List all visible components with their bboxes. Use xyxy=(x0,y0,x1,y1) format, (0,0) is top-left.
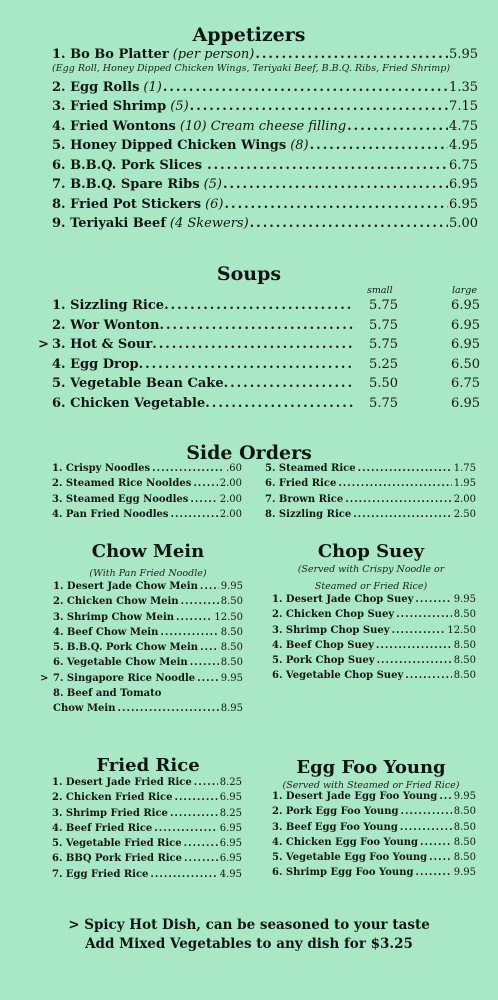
dot-leader xyxy=(164,298,354,313)
item-price: 4.95 xyxy=(219,868,242,880)
dot-leader xyxy=(200,581,219,592)
dot-leader xyxy=(338,478,451,489)
item-qualifier: (8) xyxy=(290,138,309,153)
menu-item xyxy=(40,673,243,688)
item-name: 6. Shrimp Egg Foo Young xyxy=(272,867,414,879)
menu-item xyxy=(52,838,242,853)
price-small: 5.75 xyxy=(369,317,398,333)
item-price: 5.00 xyxy=(449,216,478,231)
dot-leader xyxy=(152,463,224,474)
platter-note: (Egg Roll, Honey Dipped Chicken Wings, Teriyaki Beef, B.B.Q. Ribs, Fried Shrimp) xyxy=(52,62,451,74)
item-qualifier: (5) xyxy=(170,99,189,114)
menu-item xyxy=(272,837,476,852)
menu-item xyxy=(272,806,476,821)
menu-item xyxy=(40,596,243,611)
fried-rice-list xyxy=(52,777,242,884)
menu-item xyxy=(38,396,480,416)
item-name: 3. Shrimp Chop Suey xyxy=(272,624,390,636)
item-name: 7. Singapore Rice Noodle xyxy=(53,672,196,684)
item-name: 5. Vegetable Egg Foo Young xyxy=(272,852,428,864)
item-price: 6.95 xyxy=(219,822,242,834)
item-name: 6. Vegetable Chop Suey xyxy=(272,670,404,682)
spicy-marker: > xyxy=(40,672,49,684)
item-qualifier: (4 Skewers) xyxy=(169,216,249,231)
item-name: 3. Hot & Sour xyxy=(52,337,153,353)
dot-leader xyxy=(250,216,448,231)
dot-leader xyxy=(376,640,452,651)
chop-suey-title: Chop Suey xyxy=(317,541,425,562)
item-name: 2. Egg Rolls xyxy=(52,79,140,95)
item-price: 2.00 xyxy=(453,493,476,505)
dot-leader xyxy=(139,357,354,372)
dot-leader xyxy=(150,869,217,880)
item-price: 2.00 xyxy=(219,493,242,505)
dot-leader xyxy=(224,376,354,391)
item-name: 6. BBQ Pork Fried Rice xyxy=(52,853,183,865)
dot-leader xyxy=(190,657,219,668)
item-price: 9.95 xyxy=(220,581,243,592)
side-orders-title: Side Orders xyxy=(186,442,312,464)
menu-item xyxy=(52,792,242,807)
menu-item xyxy=(38,298,480,318)
dot-leader xyxy=(396,609,452,620)
chow-mein-note: (With Pan Fried Noodle) xyxy=(89,568,207,579)
menu-item xyxy=(52,509,242,524)
side-orders-left xyxy=(52,463,242,524)
item-name: 3. Shrimp Fried Rice xyxy=(52,807,168,819)
item-price: 4.95 xyxy=(449,138,478,153)
item-price: 8.95 xyxy=(220,703,243,715)
dot-leader xyxy=(200,642,219,653)
item-qualifier: (per person) xyxy=(172,47,255,62)
item-price: .60 xyxy=(226,463,242,474)
menu-item xyxy=(52,177,478,197)
menu-item xyxy=(272,594,476,609)
dot-leader xyxy=(190,99,448,114)
item-name: 4. Beef Fried Rice xyxy=(52,822,153,834)
dot-leader xyxy=(176,612,212,623)
item-name: 5. B.B.Q. Pork Chow Mein xyxy=(53,642,199,654)
menu-item xyxy=(272,625,476,640)
item-name: 7. Brown Rice xyxy=(265,493,344,505)
item-name: 1. Desert Jade Egg Foo Young xyxy=(272,791,438,802)
dot-leader xyxy=(400,822,452,833)
menu-item xyxy=(52,823,242,838)
dot-leader xyxy=(225,197,449,212)
item-price: 6.75 xyxy=(449,157,478,173)
item-price: 8.50 xyxy=(220,642,243,654)
item-price: 8.50 xyxy=(220,657,243,669)
dot-leader xyxy=(420,837,452,848)
menu-item xyxy=(40,657,243,672)
egg-foo-young-list xyxy=(272,791,476,883)
item-price: 2.00 xyxy=(219,478,242,490)
item-price: 7.15 xyxy=(449,99,478,114)
item-name: 5. Pork Chop Suey xyxy=(272,655,375,667)
item-name: 8. Sizzling Rice xyxy=(265,508,352,520)
menu-item xyxy=(265,494,476,509)
dot-leader xyxy=(118,703,219,714)
item-price: 8.50 xyxy=(453,639,476,651)
item-price: 8.50 xyxy=(220,626,243,638)
dot-leader xyxy=(194,777,218,788)
item-price: 8.50 xyxy=(453,836,476,848)
item-name: 1. Desert Jade Fried Rice xyxy=(52,777,192,788)
item-price: 2.50 xyxy=(453,508,476,520)
item-name: 4. Egg Drop xyxy=(52,356,139,372)
dot-leader xyxy=(207,158,448,173)
dot-leader xyxy=(392,625,446,636)
menu-item xyxy=(272,867,476,882)
item-price: 1.35 xyxy=(449,79,478,95)
menu-item xyxy=(52,494,242,509)
dot-leader xyxy=(310,138,448,153)
menu-item xyxy=(52,777,242,792)
item-qualifier: (1) xyxy=(143,79,162,95)
dot-leader xyxy=(152,337,354,352)
menu-item xyxy=(272,852,476,867)
item-price: 6.95 xyxy=(449,177,478,192)
item-name: 1. Desert Jade Chop Suey xyxy=(272,594,414,605)
menu-item xyxy=(272,670,476,685)
menu-item xyxy=(38,318,480,338)
spicy-footnote: > Spicy Hot Dish, can be seasoned to your taste xyxy=(68,917,430,933)
dot-leader xyxy=(184,853,218,864)
item-price: 6.95 xyxy=(219,853,242,865)
item-name: 1. Desert Jade Chow Mein xyxy=(53,581,198,592)
item-name: 3. Beef Egg Foo Young xyxy=(272,821,398,833)
dot-leader xyxy=(353,509,452,520)
item-name: 2. Chicken Chow Mein xyxy=(53,596,179,608)
dot-leader xyxy=(345,494,452,505)
menu-item xyxy=(40,642,243,657)
item-name: 3. Steamed Egg Noodles xyxy=(52,493,189,505)
mixed-vegetables-note: Add Mixed Vegetables to any dish for $3.25 xyxy=(85,936,413,952)
price-small: 5.50 xyxy=(369,376,398,392)
dot-leader xyxy=(358,463,452,474)
item-price: 9.95 xyxy=(453,594,476,605)
item-price: 2.00 xyxy=(219,508,242,520)
dot-leader xyxy=(223,177,448,192)
item-name: 4. Pan Fried Noodles xyxy=(52,508,169,520)
menu-item xyxy=(52,197,478,217)
item-price: 9.95 xyxy=(453,867,476,879)
menu-item xyxy=(40,627,243,642)
item-price: 6.95 xyxy=(219,792,242,804)
soups-col-large: large xyxy=(452,285,477,296)
appetizers-list xyxy=(52,47,478,236)
item-name: 6. Vegetable Chow Mein xyxy=(53,657,188,669)
item-name: 6. Fried Rice xyxy=(265,478,337,490)
item-name: 4. Beef Chop Suey xyxy=(272,639,374,651)
menu-item xyxy=(40,703,243,718)
item-name: 2. Pork Egg Foo Young xyxy=(272,806,399,818)
item-name: 8. Beef and Tomato xyxy=(53,688,162,700)
item-name: 7. Egg Fried Rice xyxy=(52,868,149,880)
menu-item xyxy=(52,138,478,158)
price-large: 6.95 xyxy=(451,298,480,313)
item-name: 7. B.B.Q. Spare Ribs xyxy=(52,177,200,192)
dot-leader xyxy=(171,509,218,520)
egg-foo-young-title: Egg Foo Young xyxy=(296,757,446,778)
item-price: 1.95 xyxy=(453,478,476,490)
item-name: 9. Teriyaki Beef xyxy=(52,216,166,231)
chop-suey-list xyxy=(272,594,476,686)
price-large: 6.95 xyxy=(451,317,480,333)
menu-item xyxy=(40,688,243,703)
item-price: 8.25 xyxy=(219,807,242,819)
item-name: 2. Wor Wonton xyxy=(52,317,160,333)
item-name: 5. Vegetable Fried Rice xyxy=(52,838,182,850)
dot-leader xyxy=(400,806,451,817)
item-name: 1. Sizzling Rice xyxy=(52,298,165,313)
item-name: 3. Shrimp Chow Mein xyxy=(53,611,175,623)
item-name: 1. Crispy Noodles xyxy=(52,463,151,474)
menu-item xyxy=(52,869,242,884)
item-price: 12.50 xyxy=(214,611,243,623)
item-name: 6. Chicken Vegetable xyxy=(52,395,206,411)
price-small: 5.25 xyxy=(369,356,398,372)
item-price: 8.50 xyxy=(453,655,476,667)
appetizers-title: Appetizers xyxy=(192,24,306,46)
dot-leader xyxy=(415,867,451,878)
dot-leader xyxy=(159,318,354,333)
price-large: 6.95 xyxy=(451,395,480,411)
item-qualifier: (6) xyxy=(205,196,224,212)
item-price: 8.50 xyxy=(453,806,476,818)
dot-leader xyxy=(170,808,218,819)
side-orders-right xyxy=(265,463,476,524)
item-name: 4. Chicken Egg Foo Young xyxy=(272,836,419,848)
menu-item xyxy=(272,822,476,837)
item-price: 4.75 xyxy=(449,118,478,134)
spicy-marker: > xyxy=(38,337,49,353)
menu-item xyxy=(38,337,480,357)
chop-suey-note-2: Steamed or Fried Rice) xyxy=(314,581,428,592)
dot-leader xyxy=(160,627,218,638)
menu-item xyxy=(265,463,476,478)
item-name: 1. Bo Bo Platter xyxy=(52,47,169,62)
item-name: 4. Beef Chow Mein xyxy=(53,626,159,638)
chow-mein-title: Chow Mein xyxy=(91,541,205,562)
dot-leader xyxy=(190,494,217,505)
soups-col-small: small xyxy=(367,285,393,296)
dot-leader xyxy=(205,396,354,411)
menu-item xyxy=(265,509,476,524)
dot-leader xyxy=(255,47,448,62)
item-price: 6.95 xyxy=(449,196,478,212)
menu-item xyxy=(40,612,243,627)
item-price: 8.50 xyxy=(453,670,476,682)
menu-item xyxy=(272,655,476,670)
item-price: 9.95 xyxy=(220,672,243,684)
item-name: 3. Fried Shrimp xyxy=(52,99,167,114)
dot-leader xyxy=(163,80,448,95)
item-name: 2. Chicken Chop Suey xyxy=(272,609,395,621)
menu-item xyxy=(52,99,478,119)
item-name: 6. B.B.Q. Pork Slices xyxy=(52,157,203,173)
menu-item xyxy=(272,609,476,624)
menu-item xyxy=(52,119,478,139)
dot-leader xyxy=(405,670,451,681)
item-name: 2. Chicken Fried Rice xyxy=(52,792,173,804)
item-price: 8.50 xyxy=(453,852,476,864)
menu-item xyxy=(272,640,476,655)
item-price: 12.50 xyxy=(447,624,476,636)
price-small: 5.75 xyxy=(369,337,398,353)
item-price: 8.50 xyxy=(453,609,476,621)
menu-item xyxy=(38,357,480,377)
menu-item xyxy=(52,808,242,823)
item-name: 5. Steamed Rice xyxy=(265,463,356,474)
dot-leader xyxy=(377,655,452,666)
price-small: 5.75 xyxy=(369,298,398,313)
menu-item xyxy=(272,791,476,806)
menu-item xyxy=(52,463,242,478)
item-name: 2. Steamed Rice Nooldes xyxy=(52,478,192,490)
egg-foo-young-note: (Served with Steamed or Fried Rice) xyxy=(282,780,460,791)
dot-leader xyxy=(429,852,452,863)
item-price: 1.75 xyxy=(453,463,476,474)
dot-leader xyxy=(415,594,451,605)
dot-leader xyxy=(184,838,218,849)
dot-leader xyxy=(197,673,219,684)
dot-leader xyxy=(174,792,217,803)
soups-title: Soups xyxy=(216,263,282,285)
chop-suey-note-1: (Served with Crispy Noodle or xyxy=(297,564,445,575)
dot-leader xyxy=(181,596,219,607)
item-name: Chow Mein xyxy=(53,703,116,715)
item-price: 5.95 xyxy=(449,47,478,62)
item-name: 8. Fried Pot Stickers xyxy=(52,196,202,212)
item-name: 5. Honey Dipped Chicken Wings xyxy=(52,138,287,153)
soups-list xyxy=(38,298,480,416)
item-name: 5. Vegetable Bean Cake xyxy=(52,376,224,392)
price-small: 5.75 xyxy=(369,395,398,411)
menu-item xyxy=(52,80,478,100)
price-large: 6.95 xyxy=(451,337,480,353)
price-large: 6.75 xyxy=(451,376,480,392)
item-price: 8.50 xyxy=(220,596,243,608)
menu-item xyxy=(52,216,478,236)
item-qualifier: (10) Cream cheese filling xyxy=(179,118,347,134)
menu-item xyxy=(52,158,478,178)
menu-item xyxy=(52,853,242,868)
dot-leader xyxy=(439,791,451,802)
menu-item xyxy=(38,376,480,396)
fried-rice-title: Fried Rice xyxy=(96,755,200,776)
menu-item xyxy=(265,478,476,493)
item-price: 8.50 xyxy=(453,821,476,833)
dot-leader xyxy=(193,478,217,489)
chow-mein-list xyxy=(40,581,243,719)
item-price: 6.95 xyxy=(219,838,242,850)
menu-item xyxy=(52,478,242,493)
item-price: 9.95 xyxy=(453,791,476,802)
item-qualifier: (5) xyxy=(203,177,222,192)
item-price: 8.25 xyxy=(219,777,242,788)
price-large: 6.50 xyxy=(451,356,480,372)
dot-leader xyxy=(154,823,217,834)
menu-item xyxy=(40,581,243,596)
dot-leader xyxy=(347,119,448,134)
item-name: 4. Fried Wontons xyxy=(52,118,176,134)
